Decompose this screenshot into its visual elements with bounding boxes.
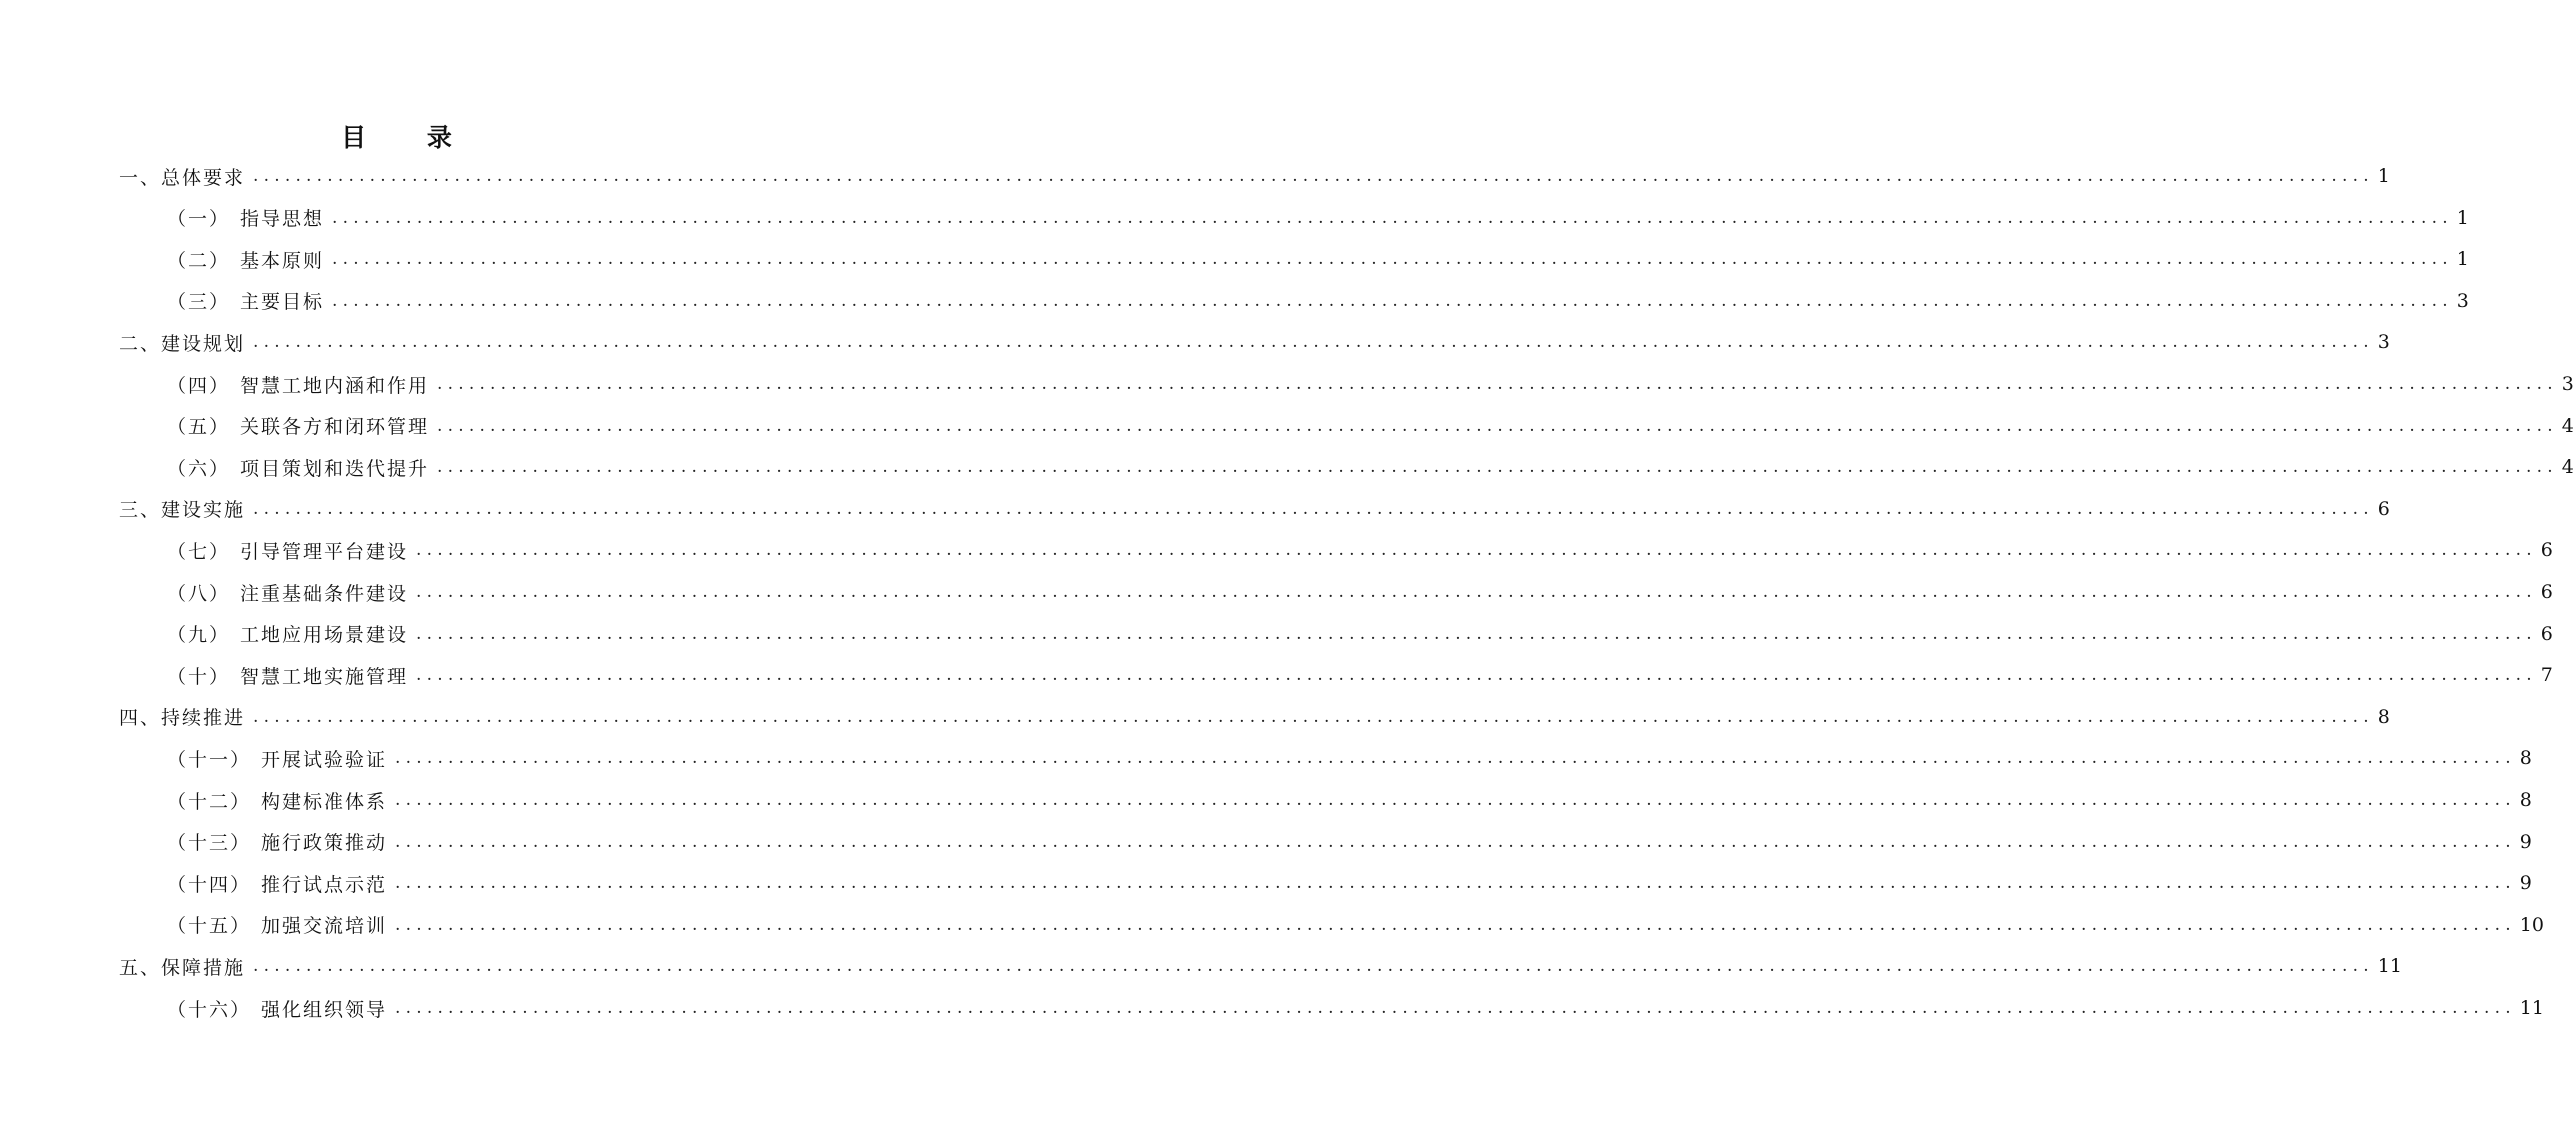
toc-entry-label: 加强交流培训 [261,915,388,938]
toc-entry-label: 智慧工地内涵和作用 [240,374,430,397]
toc-page-number: 11 [2519,997,2544,1019]
toc-entry-number: （二） [167,249,231,272]
toc-dot-leader: ........................................................................................................................................................................................................ [416,582,2537,602]
toc-section-entry[interactable] [167,572,2553,612]
toc-entry-label: 建设规划 [161,332,246,355]
toc-section-entry[interactable] [167,447,2574,487]
toc-page-number: 4 [2561,414,2574,437]
toc-entry-label: 开展试验验证 [261,748,388,771]
toc-page-number: 1 [2456,206,2469,229]
toc-dot-leader: ........................................................................................................................................................................................................ [395,748,2516,769]
toc-entry-label: 项目策划和迭代提升 [240,457,430,480]
toc-section-entry[interactable] [167,198,2469,238]
toc-dot-leader: ........................................................................................................................................................................................................ [253,956,2374,977]
toc-page-number: 10 [2519,913,2544,936]
toc-entry-label: 主要目标 [240,291,325,314]
toc-page-number: 1 [2377,165,2390,187]
toc-page-number: 3 [2456,289,2469,312]
toc-section-entry[interactable] [167,863,2532,903]
toc-page-number: 4 [2561,456,2574,479]
toc-entry-label: 保障措施 [161,956,246,979]
toc-entry-number: 五、 [119,956,162,979]
toc-entry-label: 持续推进 [161,707,246,730]
toc-page-number: 11 [2377,955,2402,978]
toc-entry-number: （十） [167,665,231,688]
toc-dot-leader: ........................................................................................................................................................................................................ [332,290,2453,311]
toc-dot-leader: ........................................................................................................................................................................................................ [253,166,2374,186]
toc-chapter-entry[interactable] [119,322,2390,362]
toc-entry-number: （六） [167,457,231,480]
toc-section-entry[interactable] [167,738,2532,778]
toc-entry-number: （五） [167,416,231,439]
toc-entry-number: （十一） [167,748,252,771]
toc-entry-label: 强化组织领导 [261,998,388,1021]
toc-entry-number: 一、 [119,166,162,189]
toc-entry-label: 引导管理平台建设 [240,540,409,563]
toc-dot-leader: ........................................................................................................................................................................................................ [395,914,2516,935]
toc-dot-leader: ........................................................................................................................................................................................................ [437,457,2558,478]
toc-entry-label: 推行试点示范 [261,873,388,896]
toc-entry-label: 构建标准体系 [261,790,388,813]
toc-entry-label: 施行政策推动 [261,832,388,855]
toc-dot-leader: ........................................................................................................................................................................................................ [395,790,2516,810]
toc-chapter-entry[interactable] [119,946,2402,986]
toc-page-number: 8 [2519,747,2532,770]
toc-entry-label: 总体要求 [161,166,246,189]
toc-title: 目 录 [341,123,478,152]
toc-page-number: 8 [2519,789,2532,811]
toc-section-entry[interactable] [167,239,2469,279]
toc-section-entry[interactable] [167,988,2544,1028]
toc-page-number: 9 [2519,830,2532,853]
toc-dot-leader: ........................................................................................................................................................................................................ [437,415,2558,436]
toc-entry-number: （九） [167,624,231,647]
toc-entry-number: 三、 [119,499,162,522]
toc-dot-leader: ........................................................................................................................................................................................................ [253,332,2374,353]
toc-dot-leader: ........................................................................................................................................................................................................ [437,374,2558,394]
toc-section-entry[interactable] [167,780,2532,820]
toc-entry-label: 基本原则 [240,249,325,272]
toc-dot-leader: ........................................................................................................................................................................................................ [332,207,2453,228]
toc-dot-leader: ........................................................................................................................................................................................................ [253,498,2374,519]
toc-dot-leader: ........................................................................................................................................................................................................ [253,706,2374,727]
toc-section-entry[interactable] [167,655,2553,695]
toc-section-entry[interactable] [167,530,2553,570]
toc-dot-leader: ........................................................................................................................................................................................................ [332,249,2453,270]
toc-page-number: 6 [2540,539,2553,562]
toc-page-number: 8 [2377,705,2390,728]
toc-entry-number: （四） [167,374,231,397]
toc-page-number: 6 [2540,581,2553,603]
toc-section-entry[interactable] [167,822,2532,862]
toc-entry-number: （七） [167,540,231,563]
toc-section-entry[interactable] [167,406,2574,446]
toc-entry-label: 注重基础条件建设 [240,582,409,605]
toc-dot-leader: ........................................................................................................................................................................................................ [395,998,2516,1018]
toc-chapter-entry[interactable] [119,156,2390,196]
toc-dot-leader: ........................................................................................................................................................................................................ [395,831,2516,852]
toc-chapter-entry[interactable] [119,697,2390,737]
toc-dot-leader: ........................................................................................................................................................................................................ [416,623,2537,644]
toc-entry-number: （十五） [167,915,252,938]
toc-section-entry[interactable] [167,614,2553,654]
toc-entry-number: 二、 [119,332,162,355]
toc-entry-label: 智慧工地实施管理 [240,665,409,688]
toc-dot-leader: ........................................................................................................................................................................................................ [416,540,2537,561]
toc-chapter-entry[interactable] [119,489,2390,529]
toc-entry-label: 关联各方和闭环管理 [240,416,430,439]
toc-entry-label: 建设实施 [161,499,246,522]
toc-page-number: 3 [2561,373,2574,395]
toc-section-entry[interactable] [167,281,2469,321]
toc-page-number: 9 [2519,872,2532,895]
toc-entry-number: （十三） [167,832,252,855]
toc-entry-number: （八） [167,582,231,605]
toc-entry-number: （十二） [167,790,252,813]
toc-page-number: 3 [2377,331,2390,354]
toc-entry-number: （十四） [167,873,252,896]
toc-entry-number: （十六） [167,998,252,1021]
toc-entry-number: （三） [167,291,231,314]
toc-entry-number: （一） [167,208,231,231]
toc-section-entry[interactable] [167,364,2574,404]
toc-entry-number: 四、 [119,707,162,730]
toc-page-number: 6 [2540,622,2553,645]
toc-page-number: 6 [2377,497,2390,520]
toc-dot-leader: ........................................................................................................................................................................................................ [395,873,2516,894]
toc-section-entry[interactable] [167,905,2544,945]
toc-page-number: 1 [2456,248,2469,271]
toc-page-number: 7 [2540,664,2553,687]
toc-entry-label: 指导思想 [240,208,325,231]
toc-dot-leader: ........................................................................................................................................................................................................ [416,665,2537,686]
toc-entry-label: 工地应用场景建设 [240,624,409,647]
